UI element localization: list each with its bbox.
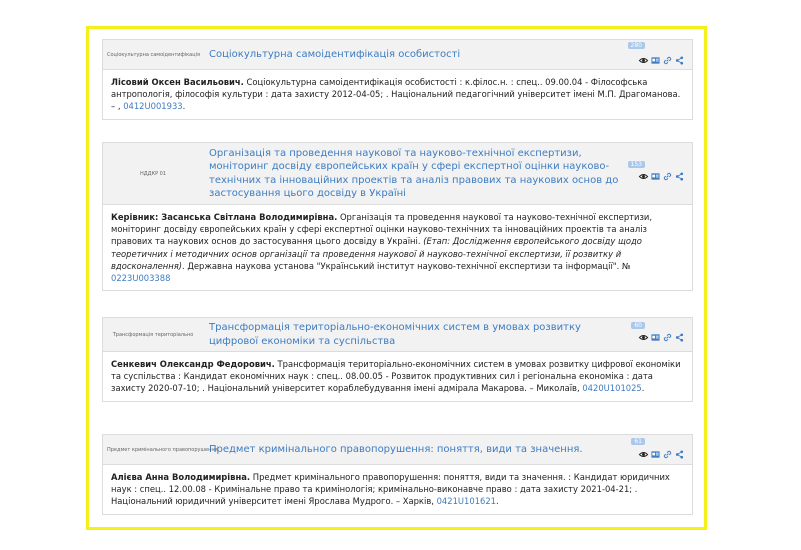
record-thumbnail: НДДКР 01 xyxy=(139,170,167,177)
record-code-link[interactable]: 0223U003388 xyxy=(111,273,171,284)
record-card xyxy=(102,142,693,291)
record-thumbnail: Предмет кримінального правопорушення xyxy=(107,446,218,453)
record-header xyxy=(103,143,692,205)
eye-icon[interactable] xyxy=(639,450,648,459)
record-title-link[interactable]: Соціокультурна самоідентифікація особистості xyxy=(209,48,461,60)
eye-icon[interactable] xyxy=(639,56,648,65)
record-title-link[interactable]: Предмет кримінального правопорушення: поняття, види та значення. xyxy=(209,443,583,455)
share-icon[interactable] xyxy=(675,56,684,65)
link-icon[interactable] xyxy=(663,172,672,181)
record-title-link[interactable]: Трансформація територіально-економічних систем в умовах розвитку цифрової економіки та суспільства xyxy=(209,322,581,347)
view-count-badge: 60 xyxy=(631,322,645,329)
link-icon[interactable] xyxy=(663,333,672,342)
record-text: Трансформація територіально-економічних систем в умовах розвитку цифрової економіки та суспільства : Кандидат економічних наук : спец.. 08.00.05 - Розвиток продуктивних сил і регіональна економіка : дата захисту 2020-07-10; . Національний університет кораблебудування імені адмірала Макарова. – Миколаїв, xyxy=(111,359,681,394)
card-icon[interactable] xyxy=(651,333,660,342)
record-code-link[interactable]: 0421U101621 xyxy=(436,496,497,507)
card-icon[interactable] xyxy=(651,450,660,459)
record-tools xyxy=(639,450,684,459)
record-card xyxy=(102,317,693,402)
record-thumbnail: Трансформація територіально xyxy=(112,331,194,338)
record-header xyxy=(103,40,692,70)
record-description xyxy=(103,205,692,290)
record-tools xyxy=(639,172,684,181)
card-icon[interactable] xyxy=(651,56,660,65)
record-author: Сенкевич Олександр Федорович. xyxy=(111,359,275,369)
view-count-badge: 280 xyxy=(628,42,645,49)
record-header xyxy=(103,435,692,465)
card-icon[interactable] xyxy=(651,172,660,181)
record-author: Лісовий Оксен Васильович. xyxy=(111,77,244,87)
record-end: . xyxy=(496,496,499,507)
record-end: . xyxy=(182,101,186,112)
link-icon[interactable] xyxy=(663,450,672,459)
record-text: Організація та проведення наукової та науково-технічної експертизи, моніторинг досвіду європейських країн у сфері експертної оцінки науково-технічних та інноваційних проектів та аналіз правових та наукових основ до застосування цього досвіду в Україні. xyxy=(111,212,653,247)
record-description xyxy=(103,465,692,514)
record-thumbnail: Соціокультурна самоідентифікація xyxy=(107,51,201,58)
record-card xyxy=(102,434,693,515)
share-icon[interactable] xyxy=(675,172,684,181)
record-author: Керівник: Засанська Світлана Володимирівна. xyxy=(111,212,338,222)
record-description xyxy=(103,70,692,119)
view-count-badge: 153 xyxy=(628,161,645,168)
record-title-link[interactable]: Організація та проведення наукової та науково-технічної експертизи, моніторинг досвіду європейських країн у сфері експертної оцінки науково-технічних та інноваційних проектів та аналіз правових та наукових основ до застосування цього досвіду в Україні xyxy=(209,147,619,199)
share-icon[interactable] xyxy=(675,450,684,459)
eye-icon[interactable] xyxy=(639,333,648,342)
record-after: . Державна наукова установа "Український інститут науково-технічної експертизи та інформації". № xyxy=(182,260,631,271)
record-description xyxy=(103,352,692,401)
view-count-badge: 61 xyxy=(631,438,645,445)
record-card xyxy=(102,39,693,120)
record-text: Предмет кримінального правопорушення: поняття, види та значення. : Кандидат юридичних наук : спец.. 12.00.08 - Кримінальне право та кримінологія; кримінально-виконавче право : дата захисту 2021-04-21; . Національний юридичний університет імені Ярослава Мудрого. – Харків, xyxy=(111,472,670,507)
record-tools xyxy=(639,56,684,65)
link-icon[interactable] xyxy=(663,56,672,65)
record-author: Алієва Анна Володимирівна. xyxy=(111,472,251,482)
record-end: . xyxy=(641,383,645,394)
record-tools xyxy=(639,333,684,342)
record-header xyxy=(103,318,692,352)
record-code-link[interactable]: 0420U101025 xyxy=(582,383,642,394)
record-stage-note: (Етап: Дослідження європейського досвіду щодо теоретичних і методичних основ організації та проведення наукової й науково-технічної експертизи, її розвитку й вдосконалення) xyxy=(111,236,642,271)
eye-icon[interactable] xyxy=(639,172,648,181)
share-icon[interactable] xyxy=(675,333,684,342)
record-text: Соціокультурна самоідентифікація особистості : к.філос.н. : спец.. 09.00.04 - Філософська антропологія, філософія культури : дата захисту 2012-04-05; . Національний педагогічний університет імені М.П. Драгоманова. – , xyxy=(111,77,681,112)
highlight-frame xyxy=(86,26,707,530)
record-code-link[interactable]: 0412U001933 xyxy=(123,101,183,112)
